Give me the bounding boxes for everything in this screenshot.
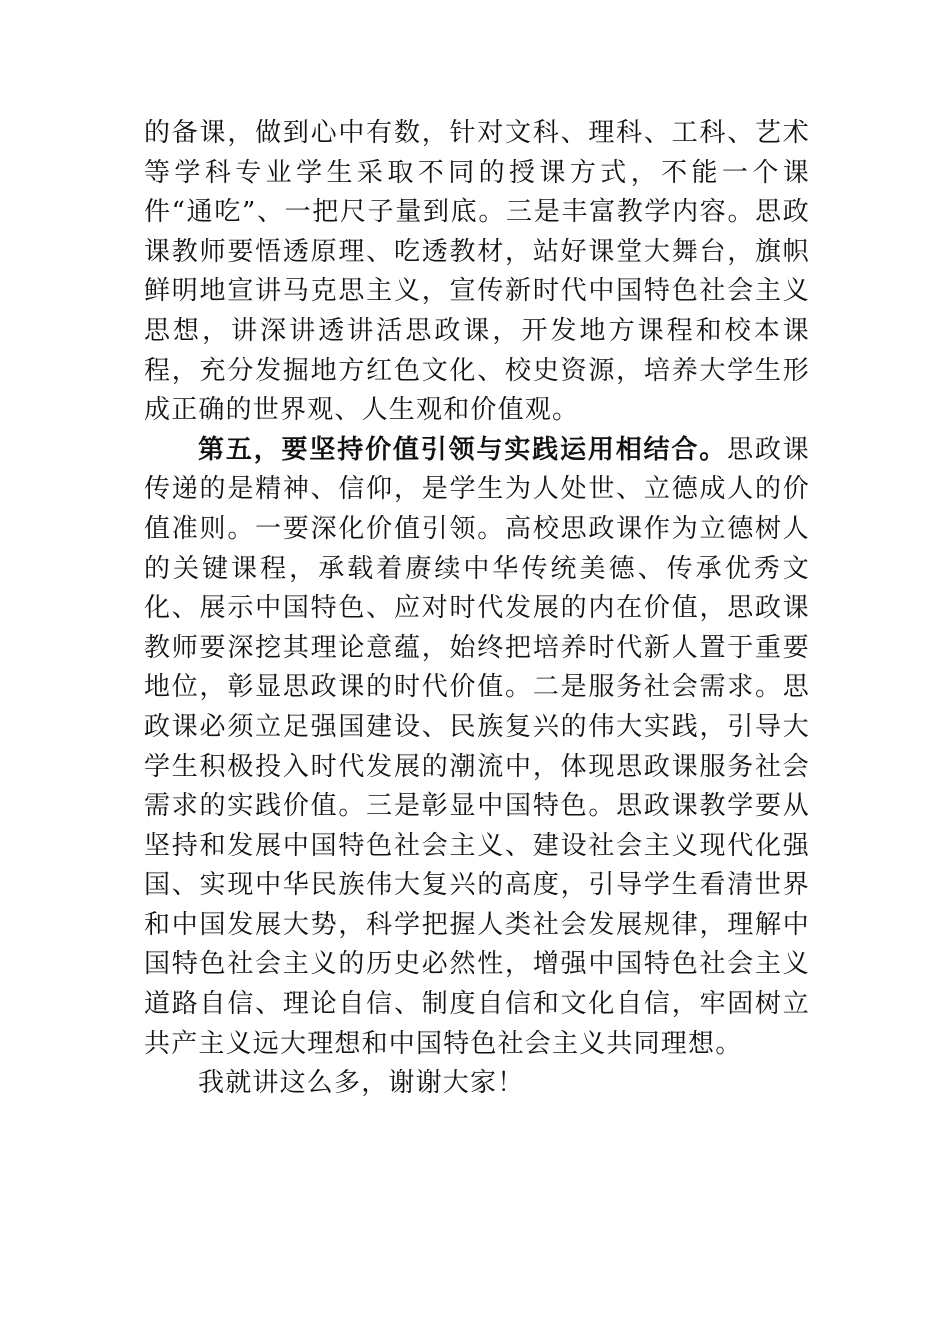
paragraph-closing bbox=[144, 1064, 810, 1104]
paragraph-text: 的备课，做到心中有数，针对文科、理科、工科、艺术等学科专业学生采取不同的授课方式，不能一个课件“通吃”、一把尺子量到底。三是丰富教学内容。思政课教师要悟透原理、吃透教材，站好课堂大舞台，旗帜鲜明地宣讲马克思主义，宣传新时代中国特色社会主义思想，讲深讲透讲活思政课，开发地方课程和校本课程，充分发掘地方红色文化、校史资源，培养大学生形成正确的世界观、人生观和价值观。 bbox=[144, 118, 810, 426]
paragraph-heading: 第五，要坚持价值引领与实践运用相结合。 bbox=[198, 434, 728, 465]
paragraph-text: 我就讲这么多，谢谢大家！ bbox=[198, 1068, 525, 1099]
paragraph-text: 思政课传递的是精神、信仰，是学生为人处世、立德成人的价值准则。一要深化价值引领。高校思政课作为立德树人的关键课程，承载着赓续中华传统美德、传承优秀文化、展示中国特色、应对时代发展的内在价值，思政课教师要深挖其理论意蕴，始终把培养时代新人置于重要地位，彰显思政课的时代价值。二是服务社会需求。思政课必须立足强国建设、民族复兴的伟大实践，引导大学生积极投入时代发展的潮流中，体现思政课服务社会需求的实践价值。三是彰显中国特色。思政课教学要从坚持和发展中国特色社会主义、建设社会主义现代化强国、实现中华民族伟大复兴的高度，引导学生看清世界和中国发展大势，科学把握人类社会发展规律，理解中国特色社会主义的历史必然性，增强中国特色社会主义道路自信、理论自信、制度自信和文化自信，牢固树立共产主义远大理想和中国特色社会主义共同理想。 bbox=[144, 434, 810, 1059]
document-body bbox=[144, 114, 810, 1104]
paragraph-fifth-point bbox=[144, 431, 810, 1065]
paragraph-continuation bbox=[144, 114, 810, 431]
